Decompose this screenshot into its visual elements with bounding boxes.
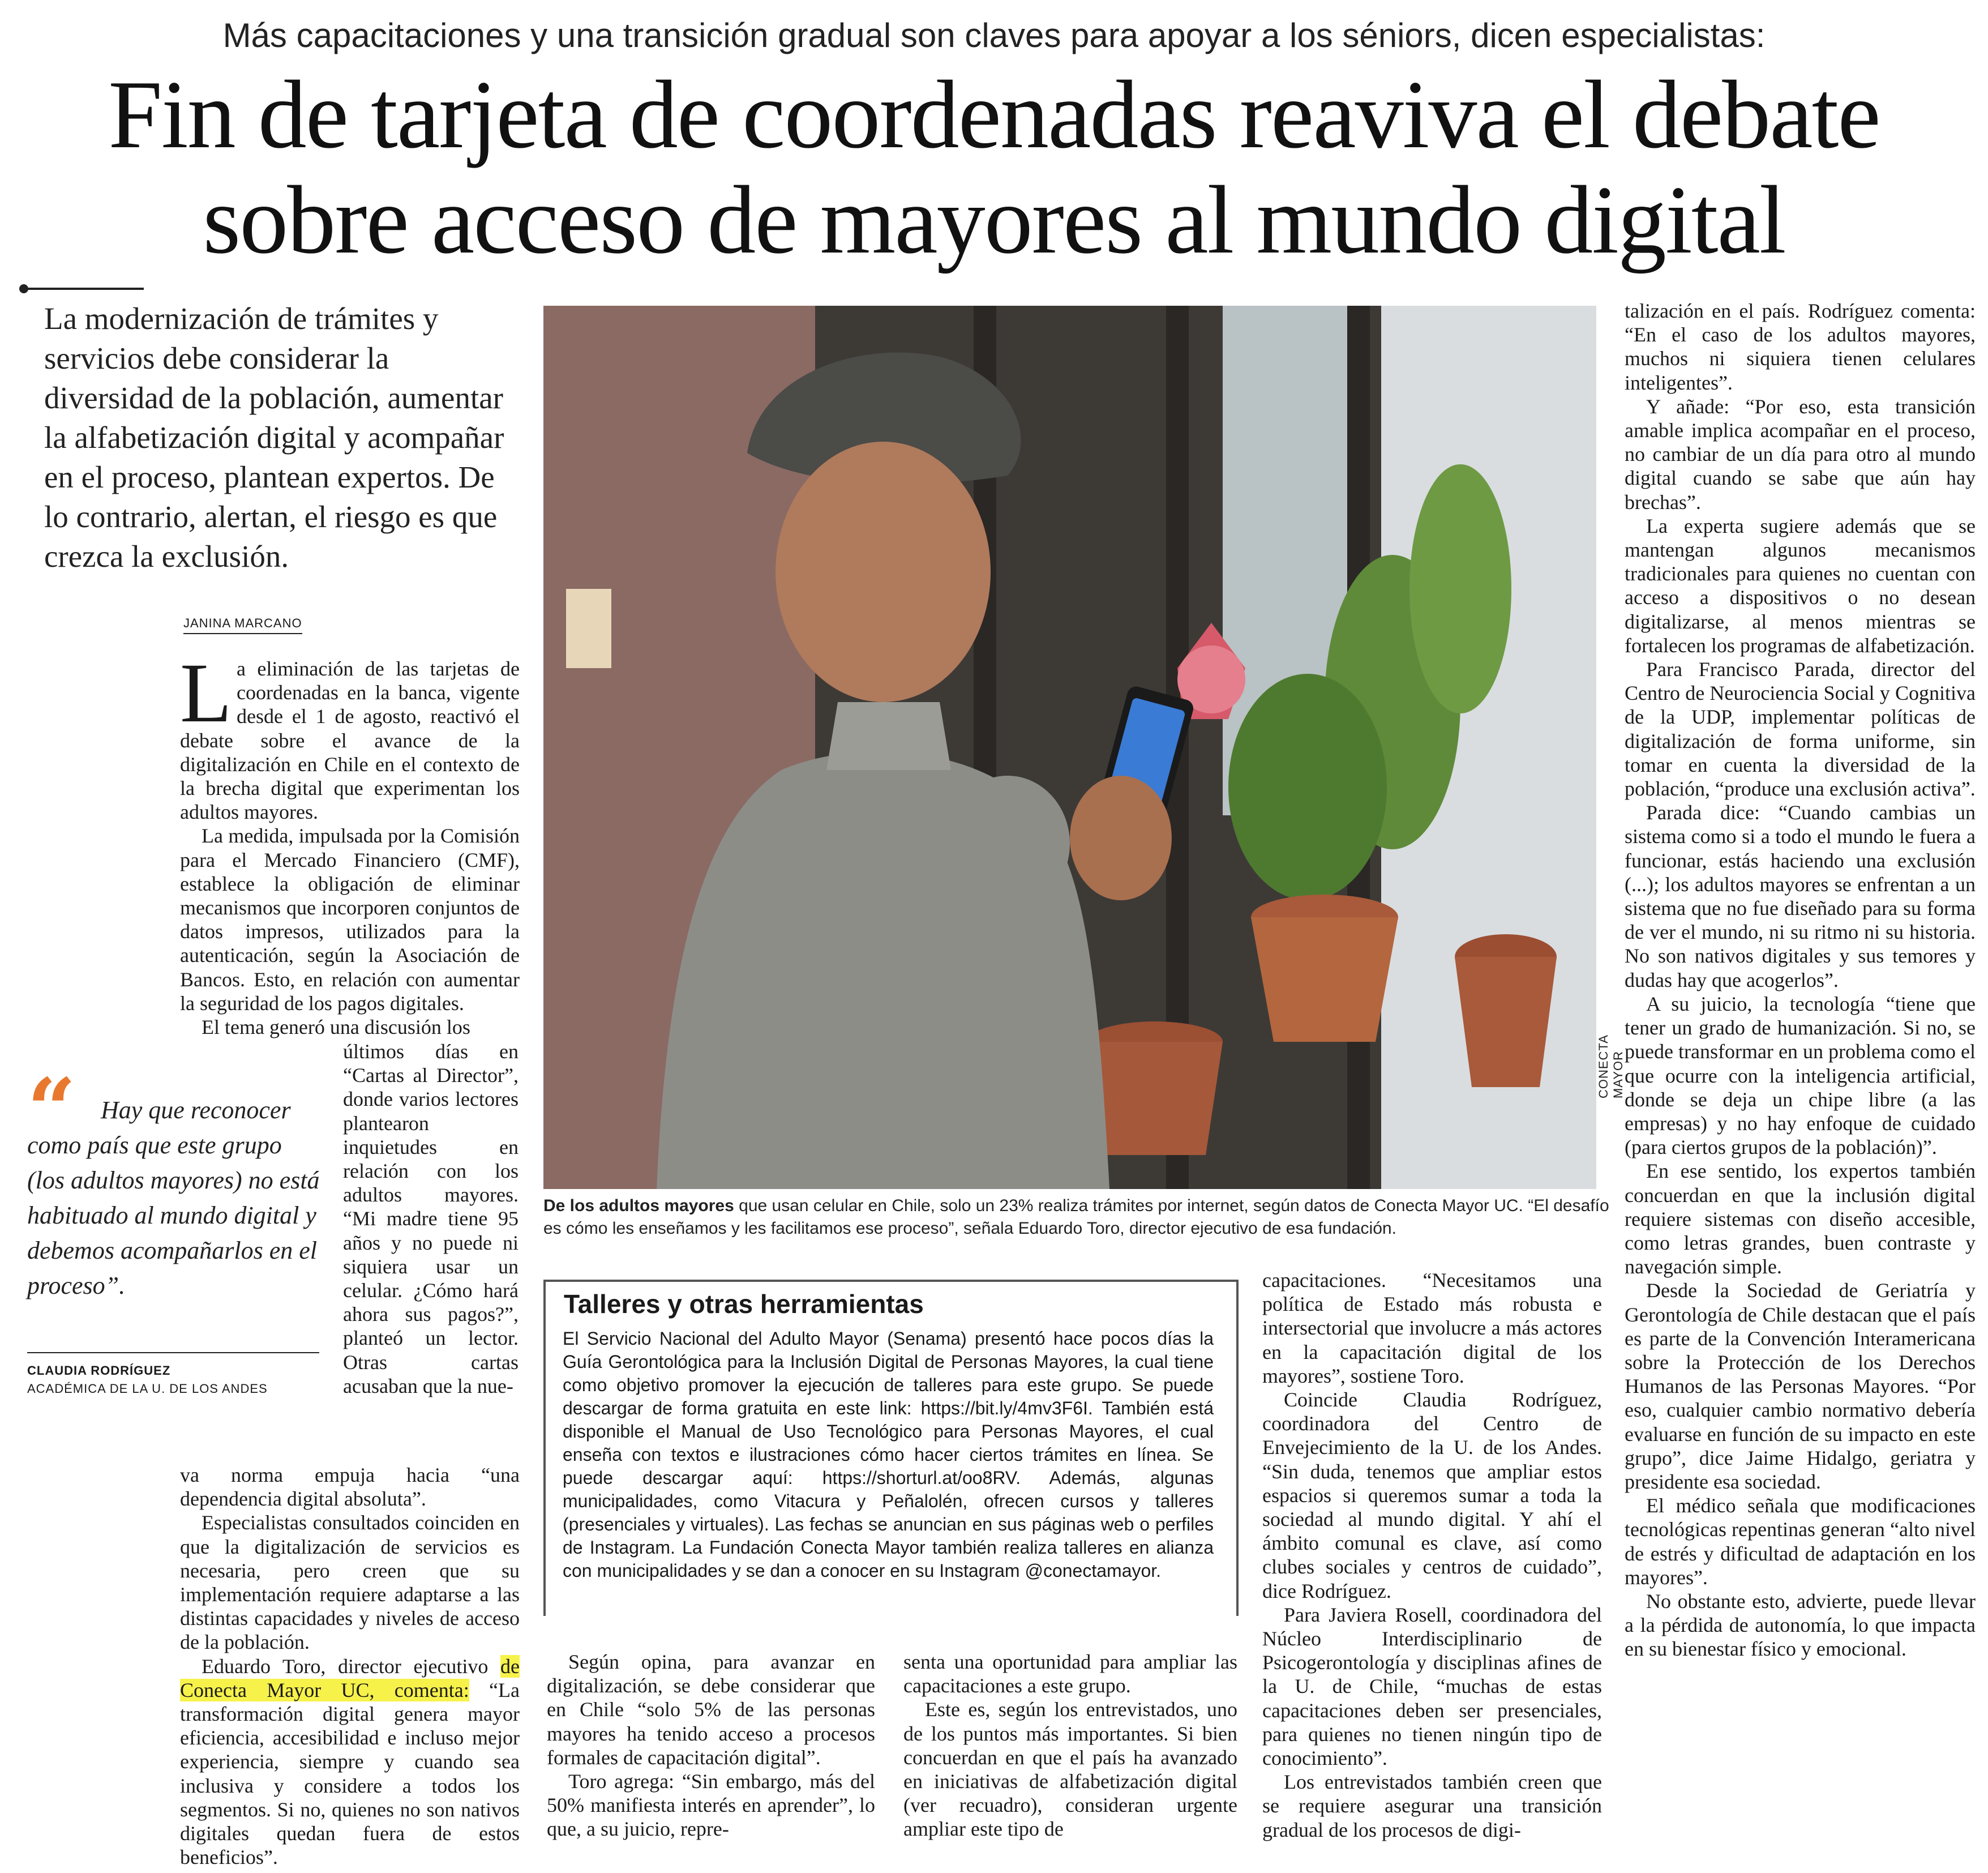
body-paragraph: Este es, según los entrevistados, uno de los puntos más importantes. Si bien concuerdan en que el país ha avanzado en iniciativas de alfabetización digital (ver recuadro), consideran urgente ampliar este tipo de xyxy=(903,1698,1237,1841)
body-paragraph: La experta sugiere además que se mantengan algunos mecanismos tradicionales para quienes no cuentan con acceso a dispositivos o no desean digitalizarse, al menos mientras se fortalecen los programas de alfabetización. xyxy=(1625,514,1976,657)
caption-text: que usan celular en Chile, solo un 23% realiza trámites por internet, según datos de Conecta Mayor UC. “El desafío es cómo les enseñamos y les facilitamos ese proceso”, señala Eduardo Toro, director ejecutivo de esa fundación. xyxy=(543,1196,1609,1238)
section-rule xyxy=(22,288,144,290)
body-column-2 xyxy=(547,1650,875,1841)
body-paragraph: Toro agrega: “Sin embargo, más del 50% manifiesta interés en aprender”, lo que, a su juicio, repre- xyxy=(547,1770,875,1841)
body-paragraph: Eduardo Toro, director ejecutivo de Conecta Mayor UC, comenta: “La transformación digital genera mayor eficiencia, accesibilidad e incluso mejor experiencia, siempre y cuando sea inclusiva y considere a todos los segmentos. Si no, quienes no son nativos digitales quedan fuera de estos beneficios”. xyxy=(180,1654,520,1869)
body-paragraph: Según opina, para avanzar en digitalización, se debe considerar que en Chile “solo 5% de las personas mayores ha tenido acceso a procesos formales de capacitación digital”. xyxy=(547,1650,875,1769)
body-paragraph: capacitaciones. “Necesitamos una política de Estado más robusta e intersectorial que involucre a más actores en la capacitación digital de los mayores”, sostiene Toro. xyxy=(1262,1269,1602,1387)
body-column-3 xyxy=(903,1650,1237,1841)
pull-quote-text: Hay que reconocer como país que este grupo (los adultos mayores) no está habituado al mundo digital y debemos acompañarlos en el proceso”. xyxy=(27,1096,320,1299)
pull-quote-name: CLAUDIA RODRÍGUEZ xyxy=(27,1363,171,1378)
body-paragraph: senta una oportunidad para ampliar las capacitaciones a este grupo. xyxy=(903,1650,1237,1697)
headline xyxy=(0,62,1988,273)
body-paragraph: Y añade: “Por eso, esta transición amable implica acompañar en el proceso, no cambiar de un día para otro al mundo digital cuando se sabe que aún hay brechas”. xyxy=(1625,395,1976,514)
caption-lead: De los adultos mayores xyxy=(543,1196,734,1215)
body-column-1-lower xyxy=(180,1463,520,1869)
body-paragraph: talización en el país. Rodríguez comenta: “En el caso de los adultos mayores, muchos ni siquiera tienen celulares inteligentes”. xyxy=(1625,300,1976,394)
headline-line-1: Fin de tarjeta de coordenadas reaviva el debate xyxy=(108,61,1880,169)
body-paragraph: Los entrevistados también creen que se requiere asegurar una transición gradual de los procesos de digi- xyxy=(1262,1771,1602,1841)
body-column-1-narrow xyxy=(343,1040,519,1398)
sidebar-body: El Servicio Nacional del Adulto Mayor (Senama) presentó hace pocos días la Guía Gerontológica para la Inclusión Digital de Personas Mayores, la cual tiene como objetivo promover la ejecución de talleres para este grupo. Se puede descargar de forma gratuita en este link: https://bit.ly/4mv3F6I. También está disponible el Manual de Uso Tecnológico para Personas Mayores, el cual enseña con textos e ilustraciones cómo hacer ciertos trámites en línea. Se puede descargar aquí: https://shorturl.at/oo8RV. Además, algunas municipalidades, como Vitacura y Peñalolén, ofrecen cursos y talleres (presenciales y virtuales). Las fechas se anuncian en sus páginas web o perfiles de Instagram. La Fundación Conecta Mayor también realiza talleres en alianza con municipalidades y se dan a conocer en su Instagram @conectamayor. xyxy=(563,1328,1214,1581)
body-paragraph: a eliminación de las tarjetas de coordenadas en la banca, vigente desde el 1 de agosto, reactivó el debate sobre el avance de la digitalización en Chile en el contexto de la brecha digital que experimentan los adultos mayores. xyxy=(180,657,520,824)
body-paragraph: La medida, impulsada por la Comisión para el Mercado Financiero (CMF), establece la obligación de eliminar mecanismos que incorporen conjuntos de datos impresos, utilizados para la autenticación, según la Asociación de Bancos. Esto, en relación con aumentar la seguridad de los pagos digitales. xyxy=(180,824,520,1015)
sidebar-box xyxy=(563,1285,1214,1583)
body-column-5 xyxy=(1625,299,1976,1661)
drop-cap: L xyxy=(180,646,232,740)
body-column-1 xyxy=(180,646,520,1039)
body-paragraph: Para Javiera Rosell, coordinadora del Núcleo Interdisciplinario de Psicogerontología y disciplinas afines de la U. de Chile, “muchas de estas capacitaciones deben ser presenciales, para quienes no tienen ningún tipo de conocimiento”. xyxy=(1262,1603,1602,1770)
byline: JANINA MARCANO xyxy=(183,616,302,634)
photo-credit: CONECTA MAYOR xyxy=(1596,1035,1625,1098)
kicker: Más capacitaciones y una transición gradual son claves para apoyar a los séniors, dicen especialistas: xyxy=(222,16,1766,54)
pull-quote-rule xyxy=(27,1352,319,1353)
article-photo xyxy=(543,306,1596,1189)
sidebar-title: Talleres y otras herramientas xyxy=(564,1289,924,1319)
section-dot xyxy=(19,284,28,293)
lead-paragraph: La modernización de trámites y servicios debe considerar la diversidad de la población, aumentar la alfabetización digital y acompañar en el proceso, plantean expertos. De lo contrario, alertan, el riesgo es que crezca la exclusión. xyxy=(44,301,504,574)
body-paragraph: Desde la Sociedad de Geriatría y Gerontología de Chile destacan que el país es parte de la Convención Interamericana sobre la Protección de los Derechos Humanos de las Personas Mayores. “Por eso, cualquier cambio normativo debería evaluarse en función de su impacto en este grupo”, dice Jaime Hidalgo, geriatra y presidente esa sociedad. xyxy=(1625,1279,1976,1493)
body-paragraph: El tema generó una discusión los xyxy=(202,1016,470,1039)
photo-caption xyxy=(543,1195,1619,1240)
body-paragraph: No obstante esto, advierte, puede llevar a la pérdida de autonomía, lo que impacta en su bienestar físico y emocional. xyxy=(1625,1589,1976,1661)
body-paragraph: Parada dice: “Cuando cambias un sistema como si a todo el mundo le fuera a funcionar, estás haciendo una exclusión (...); los adultos mayores se enfrentan a un sistema que no fue diseñado para su forma de ver el mundo, ni su ritmo ni su historia. No son nativos digitales y sus temores y dudas hay que acogerlos”. xyxy=(1625,801,1976,991)
pull-quote xyxy=(27,1093,322,1303)
body-paragraph: El médico señala que modificaciones tecnológicas repentinas generan “alto nivel de estrés y dificultad de adaptación en los mayores”. xyxy=(1625,1494,1976,1589)
headline-line-2: sobre acceso de mayores al mundo digital xyxy=(203,166,1785,274)
body-paragraph: Para Francisco Parada, director del Centro de Neurociencia Social y Cognitiva de la UDP, implementar políticas de digitalización de forma uniforme, sin tomar en cuenta la diversidad de la población, “produce una exclusión activa”. xyxy=(1625,658,1976,801)
quote-mark-icon: “ xyxy=(27,1060,76,1160)
body-paragraph: En ese sentido, los expertos también concuerdan en que la inclusión digital requiere sistemas con diseño accesible, como letras grandes, buen contraste y navegación simple. xyxy=(1625,1160,1976,1278)
body-paragraph: A su juicio, la tecnología “tiene que tener un grado de humanización. Si no, se puede transformar en un problema como el que ocurre con la inteligencia artificial, donde se deja un chipe libre (a las empresas) y no hay enfoque de cuidado (para ciertos grupos de la población)”. xyxy=(1625,992,1976,1159)
body-paragraph: Especialistas consultados coinciden en que la digitalización de servicios es necesaria, pero creen que su implementación requiere adaptarse a las distintas capacidades y niveles de acceso de la población. xyxy=(180,1511,520,1654)
pull-quote-role: ACADÉMICA DE LA U. DE LOS ANDES xyxy=(27,1382,268,1396)
body-paragraph: Coincide Claudia Rodríguez, coordinadora del Centro de Envejecimiento de la U. de los Andes. “Sin duda, tenemos que ampliar estos espacios si queremos sumar a toda la sociedad al mundo digital. Y ahí el ámbito comunal es clave, así como clubes sociales y centros de cuidado”, dice Rodríguez. xyxy=(1262,1388,1602,1602)
body-paragraph: va norma empuja hacia “una dependencia digital absoluta”. xyxy=(180,1464,520,1511)
body-paragraph: últimos días en “Cartas al Director”, donde varios lectores plantearon inquietudes en relación con los adultos mayores. “Mi madre tiene 95 años y no puede ni siquiera usar un celular. ¿Cómo hará ahora sus pagos?”, planteó un lector. Otras cartas acusaban que la nue- xyxy=(343,1040,519,1397)
body-column-4 xyxy=(1262,1268,1602,1842)
highlighted-text: de Conecta Mayor UC, comenta: xyxy=(180,1654,520,1701)
